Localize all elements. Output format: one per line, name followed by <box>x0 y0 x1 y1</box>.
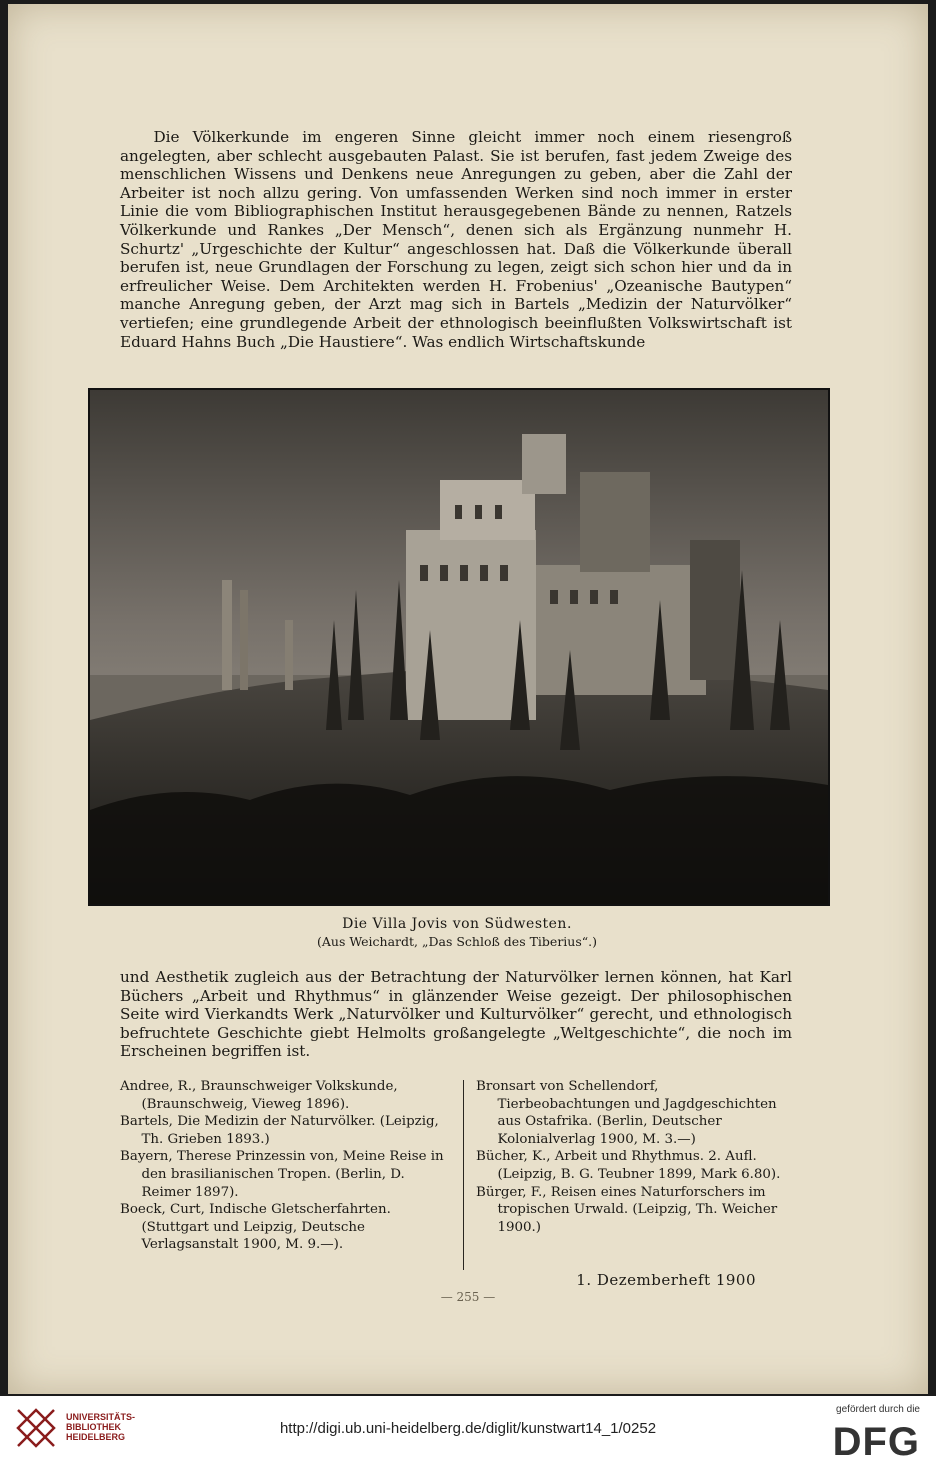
reference-entry: Bartels, Die Medizin der Naturvölker. (Leipzig, Th. Grieben 1893.) <box>120 1114 439 1147</box>
scanned-page <box>8 4 928 1394</box>
reference-entry: Bronsart von Schellendorf, Tierbeobachtungen und Jagdgeschichten aus Ostafrika. (Berlin, Deutscher Kolonialverlag 1900, M. 3.—) <box>476 1079 777 1147</box>
body-text-bottom <box>120 968 792 1061</box>
paragraph: Die Völkerkunde im engeren Sinne gleicht immer noch einem riesengroß angelegten, aber schlecht ausgebauten Palast. Sie ist berufen, fast jedem Zweige des menschlichen Wissens und Denkens neue Anregungen zu geben, aber die Zahl der Arbeiter ist noch allzu gering. Von umfassenden Werken sind noch immer in erster Linie die vom Bibliographischen Institut herausgegebenen Bände zu nennen, Ratzels Völkerkunde und Rankes „Der Mensch“, denen sich als Ergänzung nunmehr H. Schurtz' „Urgeschichte der Kultur“ angeschlossen hat. Daß die Völkerkunde überall berufen ist, neue Grundlagen der Forschung zu legen, zeigt sich schon hier und da in erfreulicher Weise. Dem Architekten werden H. Frobenius' „Ozeanische Bautypen“ manche Anregung geben, der Arzt mag sich in Bartels „Medizin der Naturvölker“ vertiefen; eine grundlegende Arbeit der ethnologisch beeinflußten Volkswirtschaft ist Eduard Hahns Buch „Die Haustiere“. Was endlich Wirtschaftskunde <box>120 128 792 351</box>
references-left-column <box>120 1078 454 1254</box>
illustration-villa-jovis <box>88 388 830 906</box>
caption-title: Die Villa Jovis von Südwesten. <box>342 916 572 932</box>
funding-note: gefördert durch die <box>836 1404 920 1415</box>
reference-entry: Bücher, K., Arbeit und Rhythmus. 2. Aufl. (Leipzig, B. G. Teubner 1899, Mark 6.80). <box>476 1149 781 1182</box>
page-number: — 255 — <box>440 1290 496 1304</box>
viewer-footer <box>0 1396 936 1469</box>
reference-entry: Andree, R., Braunschweiger Volkskunde, (Braunschweig, Vieweg 1896). <box>120 1079 398 1112</box>
paragraph: und Aesthetik zugleich aus der Betrachtung der Naturvölker lernen können, hat Karl Büchers „Arbeit und Rhythmus“ in glänzender Weise gezeigt. Der philosophischen Seite wird Vierkandts Werk „Naturvölker und Kulturvölker“ gerecht, und ethnologisch befruchtete Geschichte giebt Helmolts großangelegte „Weltgeschichte“, die noch im Erscheinen begriffen ist. <box>120 968 792 1061</box>
caption-source: (Aus Weichardt, „Das Schloß des Tiberius“.) <box>316 934 598 949</box>
library-name: UNIVERSITÄTS- BIBLIOTHEK HEIDELBERG <box>66 1412 136 1442</box>
column-divider <box>463 1080 464 1270</box>
villa-engraving <box>90 390 828 904</box>
reference-entry: Bayern, Therese Prinzessin von, Meine Reise in den brasilianischen Tropen. (Berlin, D. Reimer 1897). <box>120 1149 444 1200</box>
reference-entry: Bürger, F., Reisen eines Naturforschers im tropischen Urwald. (Leipzig, Th. Weicher 1900.) <box>476 1184 778 1235</box>
issue-label: 1. Dezemberheft 1900 <box>576 1271 756 1289</box>
references-right-column <box>476 1078 792 1236</box>
dfg-logo: DFG <box>832 1420 920 1464</box>
permalink-url[interactable]: http://digi.ub.uni-heidelberg.de/diglit/kunstwart14_1/0252 <box>279 1420 657 1437</box>
body-text-top <box>120 128 792 351</box>
reference-entry: Boeck, Curt, Indische Gletscherfahrten. (Stuttgart und Leipzig, Deutsche Verlagsanstalt 1900, M. 9.—). <box>120 1202 391 1253</box>
